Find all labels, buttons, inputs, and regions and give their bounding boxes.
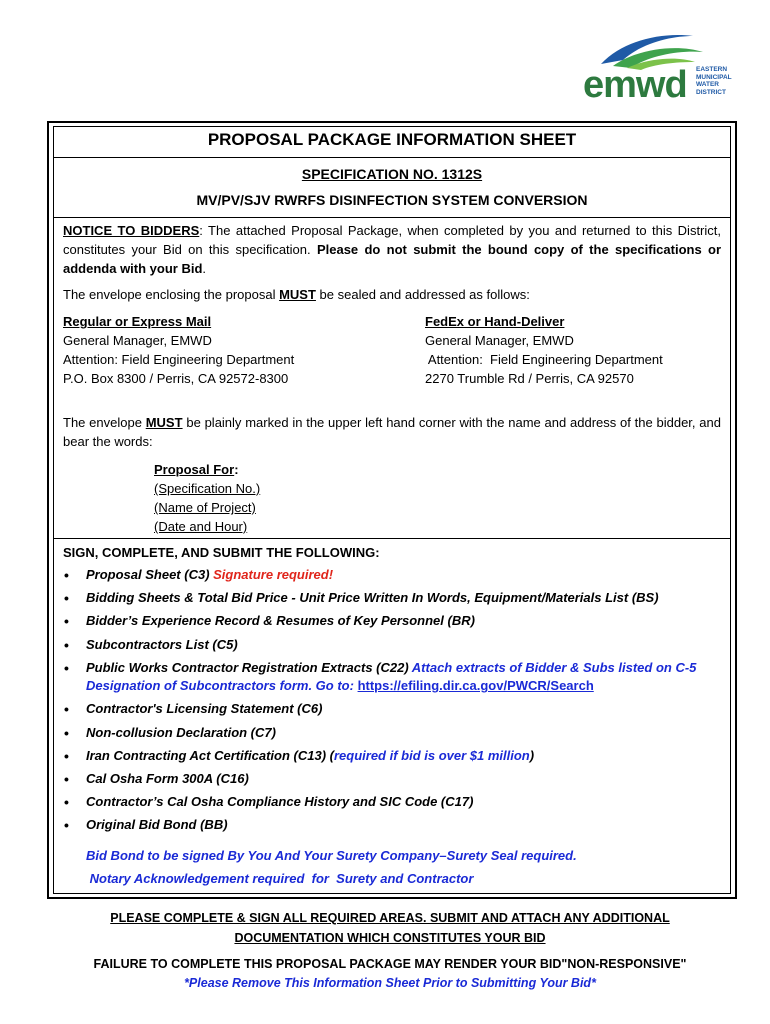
list-item: • Contractor's Licensing Statement (C6) xyxy=(62,700,732,719)
list-item: • Non-collusion Declaration (C7) xyxy=(62,724,732,743)
project-name: MV/PV/SJV RWRFS DISINFECTION SYSTEM CONVERSION xyxy=(196,192,588,208)
footer-warning: FAILURE TO COMPLETE THIS PROPOSAL PACKAGE MAY RENDER YOUR BID"NON-RESPONSIVE" xyxy=(93,957,687,971)
regular-mail-address: Regular or Express Mail General Manager, EMWD Attention: Field Engineering Department P.O. Box 8300 / Perris, CA 92572-8300 xyxy=(63,314,295,386)
footer-line-2: DOCUMENTATION WHICH CONSTITUTES YOUR BID xyxy=(234,931,546,945)
fedex-address: FedEx or Hand-Deliver General Manager, EMWD Attention: Field Engineering Department 2270 Trumble Rd / Perris, CA 92570 xyxy=(425,314,663,386)
list-item: • Public Works Contractor Registration Extracts (C22) Attach extracts of Bidder & Subs listed on C-5 Designation of Subcontractors form. Go to: https://efiling.dir.ca.gov/PWCR/Search xyxy=(62,659,732,696)
divider xyxy=(53,217,731,218)
list-item: • Iran Contracting Act Certification (C13) (required if bid is over $1 million) xyxy=(62,747,732,766)
logo-wordmark: emwd xyxy=(583,64,687,106)
footer-remove-note: *Please Remove This Information Sheet Prior to Submitting Your Bid* xyxy=(184,976,596,990)
sign-heading: SIGN, COMPLETE, AND SUBMIT THE FOLLOWING: xyxy=(63,545,380,560)
page-title: PROPOSAL PACKAGE INFORMATION SHEET xyxy=(207,130,577,149)
divider xyxy=(53,157,731,158)
bid-bond-note: Bid Bond to be signed By You And Your Surety Company–Surety Seal required. xyxy=(86,848,577,863)
notary-note: Notary Acknowledgement required for Surety and Contractor xyxy=(86,871,474,886)
logo-subtitle: EASTERN MUNICIPAL WATER DISTRICT xyxy=(696,66,732,96)
list-item: • Bidding Sheets & Total Bid Price - Unit Price Written In Words, Equipment/Materials List (BS) xyxy=(62,589,732,608)
envelope-intro: The envelope enclosing the proposal MUST be sealed and addressed as follows: xyxy=(63,287,530,302)
proposal-for-block: Proposal For: (Specification No.) (Name of Project) (Date and Hour) xyxy=(154,462,261,534)
list-item: • Contractor’s Cal Osha Compliance History and SIC Code (C17) xyxy=(62,793,732,812)
list-item: • Original Bid Bond (BB) xyxy=(62,816,732,835)
notice-to-bidders: NOTICE TO BIDDERS: The attached Proposal Package, when completed by you and returned to this District, constitutes your Bid on this specification. Please do not submit the bound copy of the specifications or addenda with your Bid. xyxy=(63,223,722,276)
list-item: • Subcontractors List (C5) xyxy=(62,636,732,655)
list-item: • Cal Osha Form 300A (C16) xyxy=(62,770,732,789)
list-item: • Proposal Sheet (C3) Signature required! xyxy=(62,566,732,585)
list-item: • Bidder’s Experience Record & Resumes of Key Personnel (BR) xyxy=(62,612,732,631)
spec-number: SPECIFICATION NO. 1312S xyxy=(301,166,483,182)
pwcr-search-link[interactable]: https://efiling.dir.ca.gov/PWCR/Search xyxy=(357,678,594,694)
envelope-marking: The envelope MUST be plainly marked in the upper left hand corner with the name and address of the bidder, and bear the words: xyxy=(63,415,721,449)
footer-line-1: PLEASE COMPLETE & SIGN ALL REQUIRED AREAS. SUBMIT AND ATTACH ANY ADDITIONAL xyxy=(110,911,670,925)
divider xyxy=(53,538,731,539)
submission-list xyxy=(62,566,732,840)
